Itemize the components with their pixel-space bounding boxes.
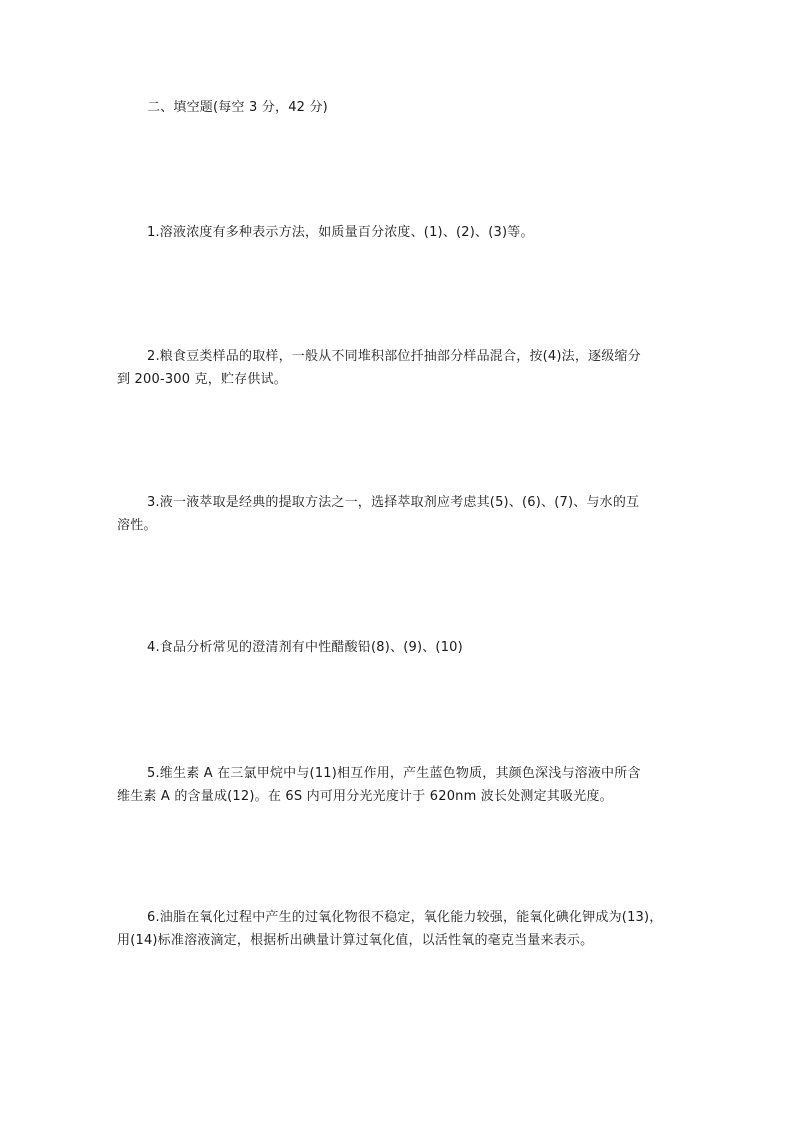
question-2-line-2: 到 200-300 克，贮存供试。 — [117, 372, 287, 387]
question-6-line-1: 6.油脂在氧化过程中产生的过氧化物很不稳定，氧化能力较强，能氧化碘化钾成为(13)， — [147, 910, 663, 925]
question-5-line-2: 维生素 A 的含量成(12)。在 6S 内可用分光光度计于 620nm 波长处测定其吸光度。 — [117, 789, 613, 804]
section-heading: 二、填空题(每空 3 分，42 分) — [147, 100, 328, 115]
question-1-line-1: 1.溶液浓度有多种表示方法，如质量百分浓度、(1)、(2)、(3)等。 — [147, 225, 534, 240]
question-2-line-1: 2.粮食豆类样品的取样，一般从不同堆积部位扦抽部分样品混合，按(4)法，逐级缩分 — [147, 349, 641, 364]
question-4-line-1: 4.食品分析常见的澄清剂有中性醋酸铅(8)、(9)、(10) — [147, 640, 463, 655]
question-3-line-2: 溶性。 — [117, 518, 157, 533]
question-3-line-1: 3.液一液萃取是经典的提取方法之一，选择萃取剂应考虑其(5)、(6)、(7)、与水的互 — [147, 495, 640, 510]
question-6-line-2: 用(14)标准溶液滴定，根据析出碘量计算过氧化值，以活性氧的毫克当量来表示。 — [117, 933, 594, 948]
question-5-line-1: 5.维生素 A 在三氯甲烷中与(11)相互作用，产生蓝色物质，其颜色深浅与溶液中所含 — [147, 766, 641, 781]
